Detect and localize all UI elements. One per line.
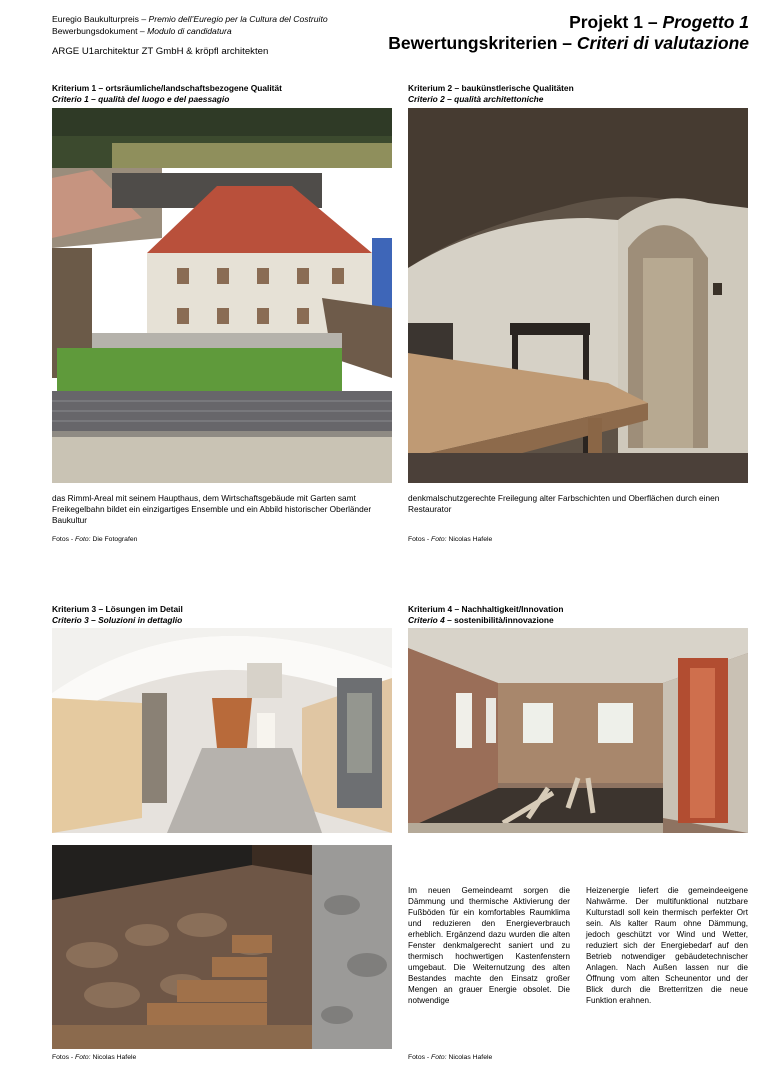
caption-criterion-1: das Rimml-Areal mit seinem Haupthaus, dem Wirtschaftsgebäude mit Garten samt Freikegelbahn bildet ein einzigartiges Ensemble und ein Abbild historischer Oberländer Baukultur [52,493,372,525]
form-line: Bewerbungsdokument – Modulo di candidatura [52,26,232,36]
photo-corridor [52,628,392,833]
photo-credit-1: Fotos - Foto: Die Fotografen [52,536,138,543]
applicant-firm: ARGE U1architektur ZT GmbH & kröpfl architekten [52,46,269,57]
sustainability-text-right: Heizenergie liefert die gemeindeeigene Nahwärme. Der multifunktional nutzbare Kulturstadl soll kein thermisch perfekter Ort sein. Als kalter Raum ohne Dämmung, jedoch geschützt vor Wind und Wetter, reduziert sich der Energiebedarf auf den Betrieb notwendiger gebäudetechnischer Anlagen. Nach Außen lassen nur die Öffnung vom alten Scheunentor und der Blick durch die Bretterritzen die neue Funktion erahnen. [586,886,748,1005]
photo-credit-2: Fotos - Foto: Nicolas Hafele [408,536,493,543]
prize-line: Euregio Baukulturpreis – Premio dell’Euregio per la Cultura del Costruito [52,14,328,24]
photo-vaulted-room [408,108,748,483]
photo-rimml-areal [52,108,392,483]
photo-renovation-room [408,628,748,833]
photo-credit-3: Fotos - Foto: Nicolas Hafele [52,1054,137,1061]
document-header [52,13,328,58]
criterion-1-heading: Kriterium 1 – ortsräumliche/landschaftsbezogene Qualität Criterio 1 – qualità del luogo e del paessagio [52,83,282,104]
photo-stone-cellar [52,845,392,1049]
criterion-3-heading: Kriterium 3 – Lösungen im Detail Criterio 3 – Soluzioni in dettaglio [52,604,183,625]
criterion-2-heading: Kriterium 2 – baukünstlerische Qualitäten Criterio 2 – qualità architettoniche [408,83,574,104]
caption-criterion-2: denkmalschutzgerechte Freilegung alter Farbschichten und Oberflächen durch einen Restaurator [408,493,720,514]
criterion-4-heading: Kriterium 4 – Nachhaltigkeit/Innovation Criterio 4 – sostenibilità/innovazione [408,604,564,625]
project-title: Projekt 1 – Progetto 1 [569,12,749,32]
criteria-title: Bewertungskriterien – Criteri di valutazione [388,33,749,53]
sustainability-text-left: Im neuen Gemeindeamt sorgen die Dämmung und thermische Aktivierung der Fußböden für ein komfortables Raumklima und reduzieren den Energieverbrauch erheblich. Ergänzend dazu wurden die alten Fenster denkmalgerecht saniert und zu thermisch hochwertigen Kastenfenstern umgebaut. Die Weiternutzung des alten Bestandes machte den Einsatz großer Mengen an grauer Energie obsolet. Die notwendige [408,886,570,1005]
page-title [388,12,749,54]
photo-credit-4: Fotos - Foto: Nicolas Hafele [408,1054,493,1061]
